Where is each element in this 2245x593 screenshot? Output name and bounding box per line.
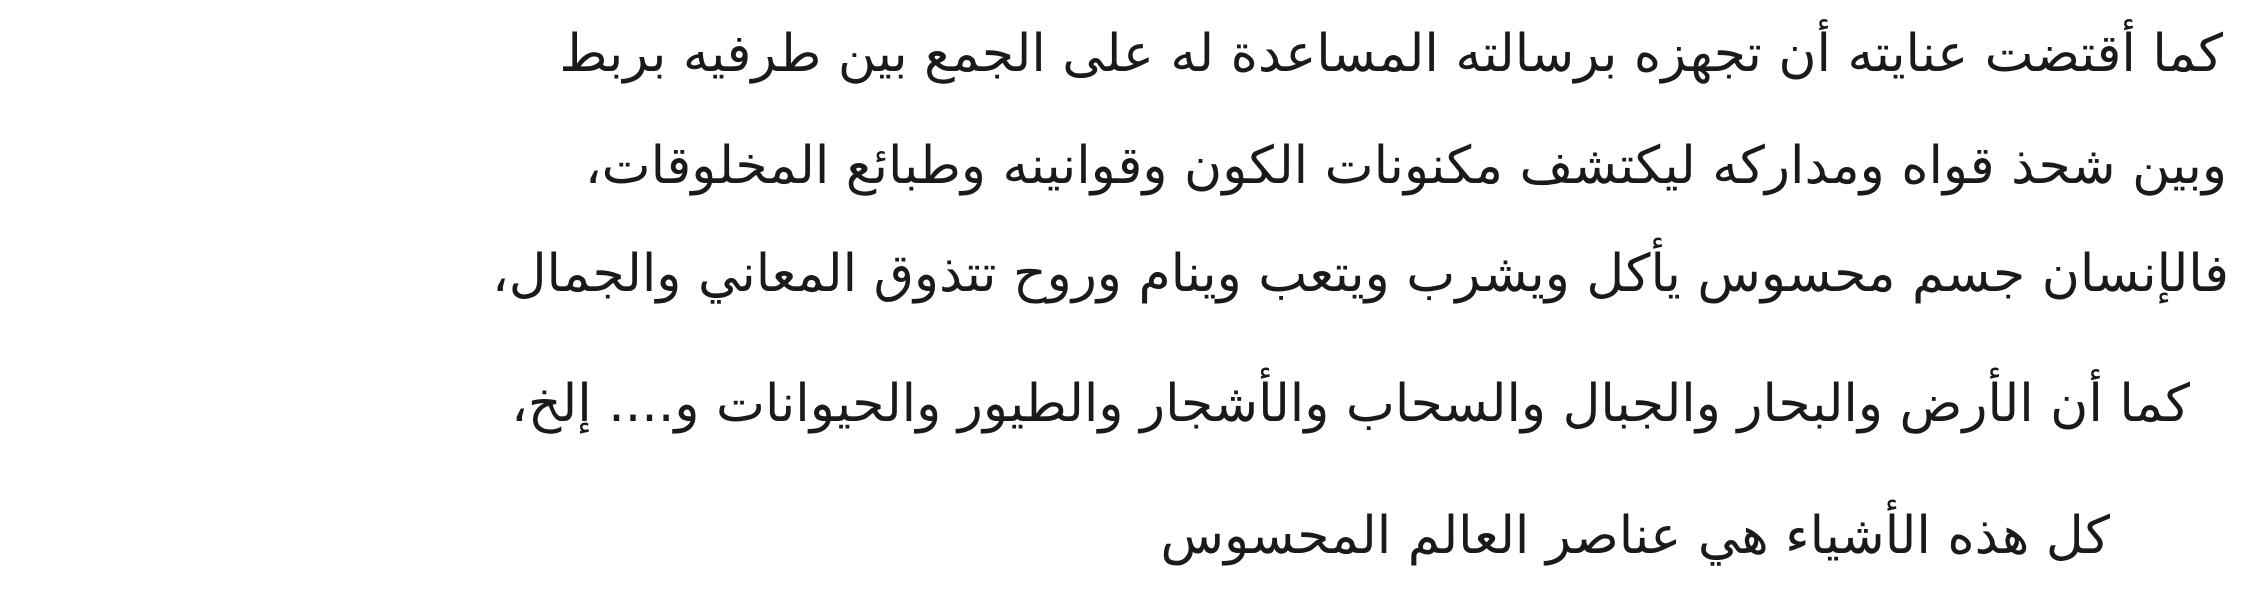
handwritten-line-1: كما أقتضت عنايته أن تجهزه برسالته المساعدة له على الجمع بين طرفيه بربط <box>559 24 2223 84</box>
handwritten-line-5: كل هذه الأشياء هي عناصر العالم المحسوس <box>1160 506 2110 566</box>
handwritten-line-2: وبين شحذ قواه ومداركه ليكتشف مكنونات الكون وقوانينه وطبائع المخلوقات، <box>584 136 2227 196</box>
handwritten-line-3: فالإنسان جسم محسوس يأكل ويشرب ويتعب وينام وروح تتذوق المعاني والجمال، <box>491 244 2229 304</box>
handwritten-line-4: كما أن الأرض والبحار والجبال والسحاب والأشجار والطيور والحيوانات و.... إلخ، <box>511 374 2190 434</box>
